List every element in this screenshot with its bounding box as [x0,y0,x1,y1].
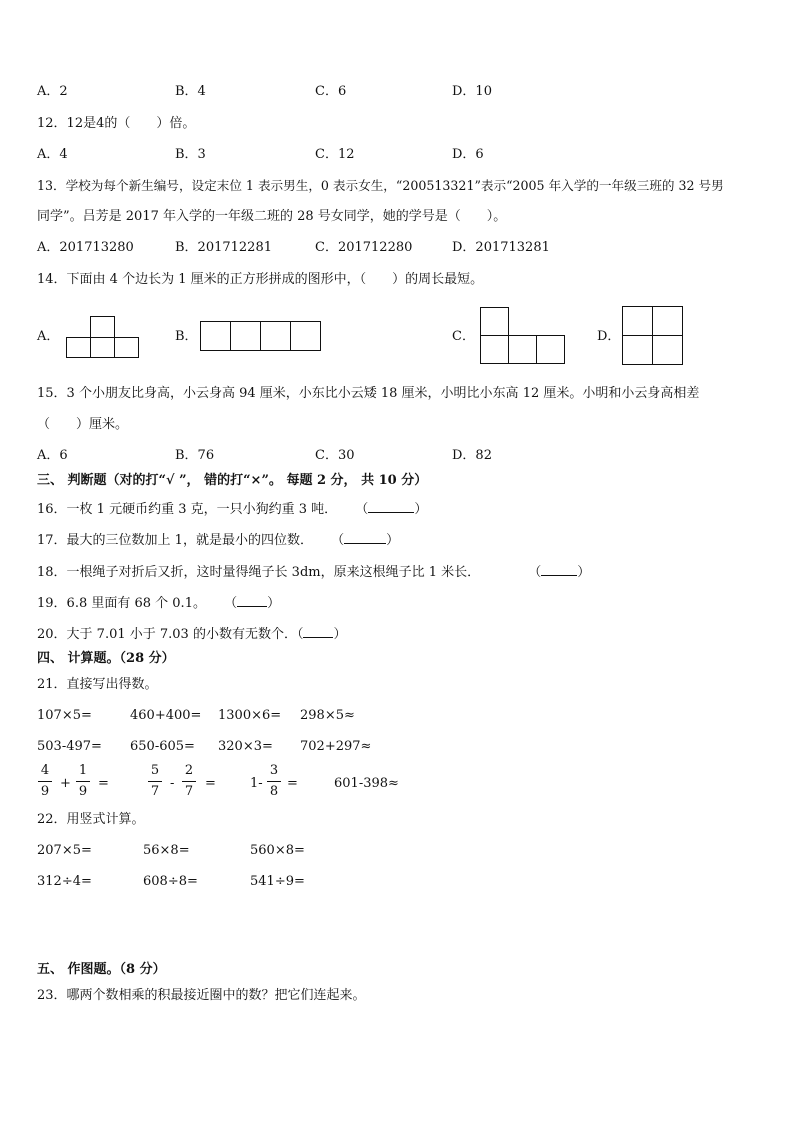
judge-16-answer-blank[interactable] [368,500,414,513]
judge-20-open: （ [296,627,304,642]
judge-17-text: 17．最大的三位数加上 1，就是最小的四位数． [37,533,313,548]
q15-question-line2: （ ）厘米。 [37,417,129,432]
one-minus: 1- [250,776,263,791]
judge-18-open: （ [528,565,542,580]
judge-19-answer-blank[interactable] [237,594,267,607]
judge-item-19 [37,594,280,612]
judge-item-18 [37,563,590,581]
q22-title: 22．用竖式计算。 [37,812,145,827]
fraction-3-8: 3 8 [267,763,281,800]
plus-sign: + [60,776,71,791]
fraction-1-9: 1 9 [76,763,90,800]
q13-option-d[interactable]: D．201713281 [452,240,550,255]
q14-label-a[interactable]: A． [37,329,60,344]
q11-option-a[interactable]: A．2 [37,84,68,99]
fraction-2-7: 2 7 [182,763,196,800]
q15-question-line1: 15．3 个小朋友比身高，小云身高 94 厘米，小东比小云矮 18 厘米，小明比小东高 12 厘米。小明和小云身高相差 [37,386,700,401]
judge-17-close: ） [386,533,400,548]
judge-18-text: 18．一根绳子对折后又折，这时量得绳子长 3dm，原来这根绳子比 1 米长． [37,565,481,580]
q12-question: 12．12是4的（ ）倍。 [37,116,196,131]
judge-18-answer-blank[interactable] [541,563,577,576]
judge-item-17 [37,531,399,549]
q22-r2-c1: 312÷4= [37,874,92,889]
q15-option-a[interactable]: A．6 [37,448,68,463]
q22-r2-c3: 541÷9= [250,874,305,889]
section-4-heading: 四、 计算题。（28 分） [37,651,175,666]
q14-figure-d[interactable] [622,306,683,365]
q21-r1-c2: 460+400= [130,708,202,723]
q22-r1-c3: 560×8= [250,843,305,858]
q13-option-c[interactable]: C．201712280 [315,240,413,255]
equals-3: = [287,776,298,791]
minus-sign: - [170,776,175,791]
judge-19-open: （ [224,596,238,611]
q14-figure-a[interactable] [66,316,140,358]
q14-label-d[interactable]: D． [597,329,621,344]
fraction-4-9: 4 9 [38,763,52,800]
judge-20-answer-blank[interactable] [303,625,333,638]
judge-16-close: ） [414,502,428,517]
equals-2: = [205,776,216,791]
q21-title: 21．直接写出得数。 [37,677,158,692]
q11-option-c[interactable]: C．6 [315,84,347,99]
q21-r1-c4: 298×5≈ [300,708,355,723]
q12-option-c[interactable]: C．12 [315,147,355,162]
q13-option-b[interactable]: B．201712281 [175,240,272,255]
q14-label-c[interactable]: C． [452,329,475,344]
q21-r3-c4: 601-398≈ [334,776,399,791]
q22-r1-c1: 207×5= [37,843,92,858]
judge-18-close: ） [577,565,591,580]
q11-option-b[interactable]: B．4 [175,84,206,99]
q22-r2-c2: 608÷8= [143,874,198,889]
q11-option-d[interactable]: D．10 [452,84,492,99]
q22-r1-c2: 56×8= [143,843,190,858]
q15-option-b[interactable]: B．76 [175,448,215,463]
judge-19-close: ） [267,596,281,611]
judge-20-close: ） [333,627,347,642]
q23-question: 23．哪两个数相乘的积最接近圈中的数？把它们连起来。 [37,988,366,1003]
equals-1: = [98,776,109,791]
judge-item-16 [37,500,427,518]
fraction-5-7: 5 7 [148,763,162,800]
q15-option-d[interactable]: D．82 [452,448,492,463]
judge-16-open: （ [355,502,369,517]
q14-label-b[interactable]: B． [175,329,198,344]
q12-option-b[interactable]: B．3 [175,147,206,162]
q21-r1-c1: 107×5= [37,708,92,723]
q21-r2-c1: 503-497= [37,739,102,754]
judge-17-answer-blank[interactable] [344,531,386,544]
q21-r2-c3: 320×3= [218,739,273,754]
q21-r2-c4: 702+297≈ [300,739,372,754]
q14-figure-b[interactable] [200,321,321,351]
q13-option-a[interactable]: A．201713280 [37,240,134,255]
judge-17-open: （ [331,533,345,548]
q21-r2-c2: 650-605= [130,739,195,754]
judge-item-20 [37,625,347,643]
judge-19-text: 19．6.8 里面有 68 个 0.1。 [37,596,206,611]
section-5-heading: 五、 作图题。（8 分） [37,962,166,977]
q15-option-c[interactable]: C．30 [315,448,355,463]
judge-20-text: 20．大于 7.01 小于 7.03 的小数有无数个． [37,627,297,642]
q21-r1-c3: 1300×6= [218,708,282,723]
q13-question-line1: 13．学校为每个新生编号，设定末位 1 表示男生，0 表示女生，“200513321”表示“2005 年入学的一年级三班的 32 号男 [37,178,724,193]
section-3-heading: 三、 判断题（对的打“√ ”， 错的打“×”。 每题 2 分， 共 10 分） [37,473,428,488]
q13-question-line2: 同学”。吕芳是 2017 年入学的一年级二班的 28 号女同学，她的学号是（ ）。 [37,209,507,224]
q14-question: 14．下面由 4 个边长为 1 厘米的正方形拼成的图形中，（ ）的周长最短。 [37,272,484,287]
q14-figure-c[interactable] [480,307,565,364]
q12-option-d[interactable]: D．6 [452,147,484,162]
q12-option-a[interactable]: A．4 [37,147,68,162]
judge-16-text: 16．一枚 1 元硬币约重 3 克，一只小狗约重 3 吨． [37,502,338,517]
